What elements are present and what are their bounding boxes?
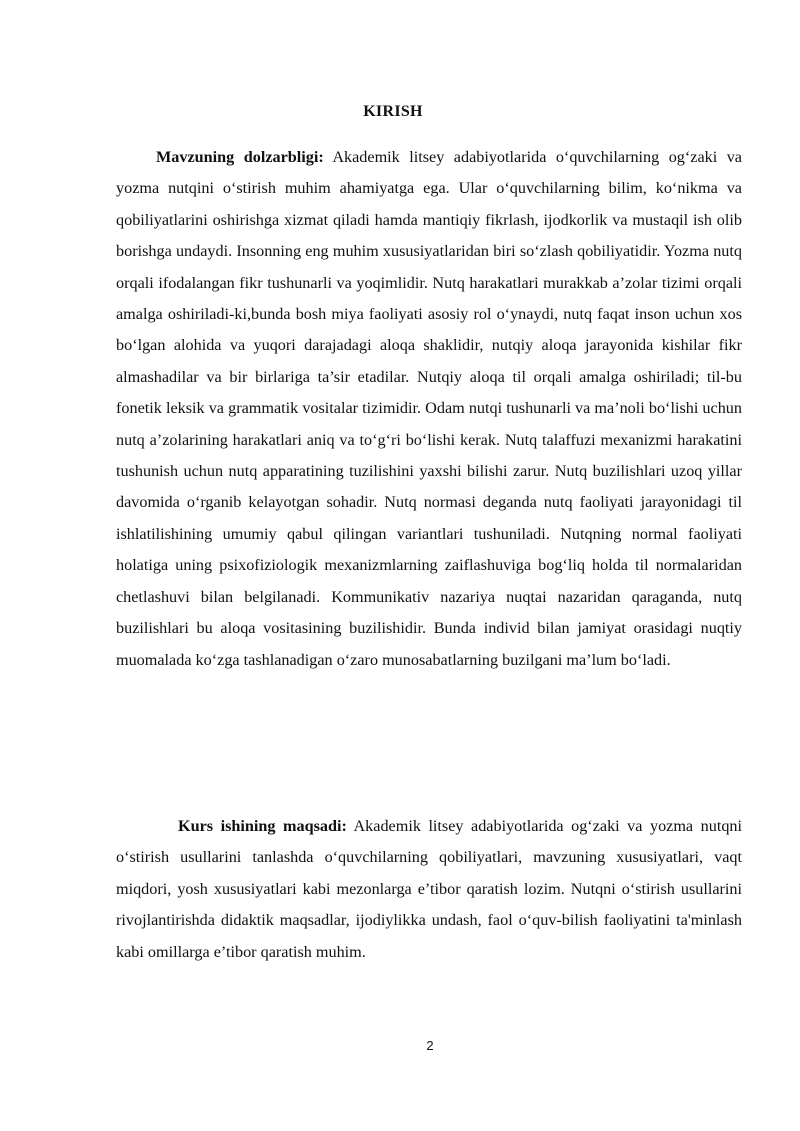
- section-heading: KIRISH: [363, 103, 423, 120]
- paragraph-text-relevance: Akademik litsey adabiyotlarida o‘quvchilarning og‘zaki va yozma nutqini o‘stirish muhim ahamiyatga ega. Ular o‘quvchilarning bilim, ko‘nikma va qobiliyatlarini oshirishga xizmat qiladi hamda mantiqiy fikrlash, ijodkorlik va mustaqil ish olib borishga undaydi. Insonning eng muhim xususiyatlaridan biri so‘zlash qobiliyatidir. Yozma nutq orqali ifodalangan fikr tushunarli va yoqimlidir. Nutq harakatlari murakkab a’zolar tizimi orqali amalga oshiriladi-ki,bunda bosh miya faoliyati asosiy rol o‘ynaydi, nutq faqat inson uchun xos bo‘lgan alohida va yuqori darajadagi aloqa shaklidir, nutqiy aloqa jarayonida kishilar fikr almashadilar va bir birlariga ta’sir etadilar. Nutqiy aloqa til orqali amalga oshiriladi; til-bu fonetik leksik va grammatik vositalar tizimidir. Odam nutqi tushunarli va ma’noli bo‘lishi uchun nutq a’zolarining harakatlari aniq va to‘g‘ri bo‘lishi kerak. Nutq talaffuzi mexanizmi harakatini tushunish uchun nutq apparatining tuzilishini yaxshi bilishi zarur. Nutq buzilishlari uzoq yillar davomida o‘rganib kelayotgan sohadir. Nutq normasi deganda nutq faoliyati jarayonidagi til ishlatilishining umumiy qabul qilingan variantlari tushuniladi. Nutqning normal faoliyati holatiga uning psixofiziologik mexanizmlarning zaiflashuviga bog‘liq holda til normalaridan chetlashuvi bilan belgilanadi. Kommunikativ nazariya nuqtai nazaridan qaraganda, nutq buzilishlari bu aloqa vositasining buzilishidir. Bunda individ bilan jamiyat orasidagi nuqtiy muomalada ko‘zga tashlanadigan o‘zaro munosabatlarning buzilgani ma’lum bo‘ladi.: [116, 148, 742, 669]
- page-number: 2: [426, 1038, 434, 1053]
- paragraph-text-goal: Akademik litsey adabiyotlarida og‘zaki va yozma nutqni o‘stirish usullarini tanlashda o‘quvchilarning qobiliyatlari, mavzuning xususiyatlari, vaqt miqdori, yosh xususiyatlari kabi mezonlarga e’tibor qaratish lozim. Nutqni o‘stirish usullarini rivojlantirishda didaktik maqsadlar, ijodiylikka undash, faol o‘quv-bilish faoliyatini ta'minlash kabi omillarga e’tibor qaratish muhim.: [116, 817, 743, 961]
- paragraph-lead-relevance: Mavzuning dolzarbligi:: [156, 148, 324, 166]
- paragraph-goal: [116, 811, 742, 968]
- paragraph-relevance: [116, 142, 742, 676]
- paragraph-lead-goal: Kurs ishining maqsadi:: [178, 817, 347, 835]
